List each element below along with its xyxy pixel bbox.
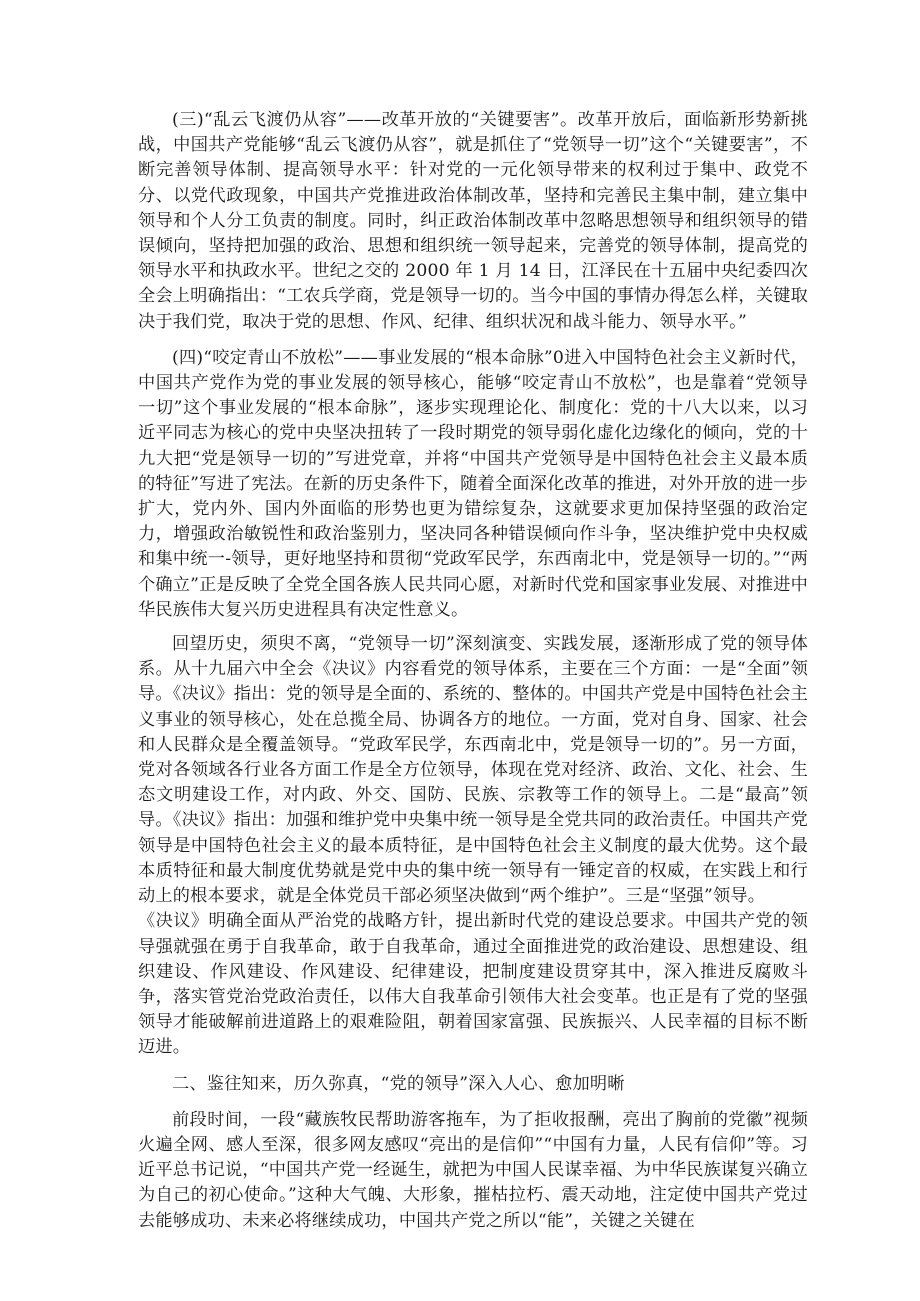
- paragraph-self-revolution: 《决议》明确全面从严治党的战略方针，提出新时代党的建设总要求。中国共产党的领导强就强在勇于自我革命，敢于自我革命，通过全面推进党的政治建设、思想建设、组织建设、作风建设、作风建设、纪律建设，把制度建设贯穿其中，深入推进反腐败斗争，落实管党治党政治责任，以伟大自我革命引领伟大社会变革。也正是有了党的坚强领导才能破解前进道路上的艰难险阻，朝着国家富强、民族振兴、人民幸福的目标不断迈进。: [138, 911, 808, 1058]
- paragraph-leadership-system: 回望历史，须臾不离，“党领导一切”深刻演变、实践发展，逐渐形成了党的领导体系。从十九届六中全会《决议》内容看党的领导体系，主要在三个方面：一是“全面”领导。《决议》指出：党的领导是全面的、系统的、整体的。中国共产党是中国特色社会主义事业的领导核心，处在总揽全局、协调各方的地位。一方面，党对自身、国家、社会和人民群众是全覆盖领导。“党政军民学，东西南北中，党是领导一切的”。另一方面，党对各领域各行业各方面工作是全方位领导，体现在党对经济、政治、文化、社会、生态文明建设工作，对内政、外交、国防、民族、宗教等工作的领导上。二是“最高”领导。《决议》指出：加强和维护党中央集中统一领导是全党共同的政治责任。中国共产党领导是中国特色社会主义的最本质特征，是中国特色社会主义制度的最大优势。这个最本质特征和最大制度优势就是党中央的集中统一领导有一锤定音的权威，在实践上和行动上的根本要求，就是全体党员干部必须坚决做到“两个维护”。三是“坚强”领导。: [138, 634, 808, 907]
- section-heading-2: 二、鉴往知来，历久弥真，“党的领导”深入人心、愈加明晰: [172, 1073, 625, 1094]
- paragraph-new-era: (四)“咬定青山不放松”——事业发展的“根本命脉”0进入中国特色社会主义新时代，中国共产党作为党的事业发展的领导核心，能够“咬定青山不放松”，也是靠着“党领导一切”这个事业发展的“根本命脉”，逐步实现理论化、制度化：党的十八大以来，以习近平同志为核心的党中央坚决扭转了一段时期党的领导弱化虚化边缘化的倾向，党的十九大把“党是领导一切的”写进党章，并将“中国共产党领导是中国特色社会主义最本质的特征”写进了宪法。在新的历史条件下，随着全面深化改革的推进，对外开放的进一步扩大，党内外、国内外面临的形势也更为错综复杂，这就要求更加保持坚强的政治定力，增强政治敏锐性和政治鉴别力，坚决同各种错误倾向作斗争，坚决维护党中央权威和集中统一-领导，更好地坚持和贯彻“党政军民学，东西南北中，党是领导一切的。”“两个确立”正是反映了全党全国各族人民共同心愿，对新时代党和国家事业发展、对推进中华民族伟大复兴历史进程具有决定性意义。: [138, 347, 808, 620]
- paragraph-reform-era: (三)“乱云飞渡仍从容”——改革开放的“关键要害”。改革开放后，面临新形势新挑战，中国共产党能够“乱云飞渡仍从容”，就是抓住了“党领导一切”这个“关键要害”，不断完善领导体制、提高领导水平：针对党的一元化领导带来的权利过于集中、政党不分、以党代政现象，中国共产党推进政治体制改革，坚持和完善民主集中制，建立集中领导和个人分工负责的制度。同时，纠正政治体制改革中忽略思想领导和组织领导的错误倾向，坚持把加强的政治、思想和组织统一领导起来，完善党的领导体制，提高党的领导水平和执政水平。世纪之交的 2000 年 1 月 14 日，江泽民在十五届中央纪委四次全会上明确指出：“工农兵学商，党是领导一切的。当今中国的事情办得怎么样，关键取决于我们党，取决于党的思想、作风、纪律、组织状况和战斗能力、领导水平。”: [138, 110, 808, 332]
- paragraph-party-badge: 前段时间，一段“藏族牧民帮助游客拖车，为了拒收报酬，亮出了胸前的党徽”视频火遍全网、感人至深，很多网友感叹“亮出的是信仰”“中国有力量，人民有信仰”等。习近平总书记说，“中国共产党一经诞生，就把为中国人民谋幸福、为中华民族谋复兴确立为自己的初心使命。”这种大气魄、大形象，摧枯拉朽、震天动地，注定使中国共产党过去能够成功、未来必将继续成功，中国共产党之所以“能”，关键之关键在: [138, 1109, 808, 1231]
